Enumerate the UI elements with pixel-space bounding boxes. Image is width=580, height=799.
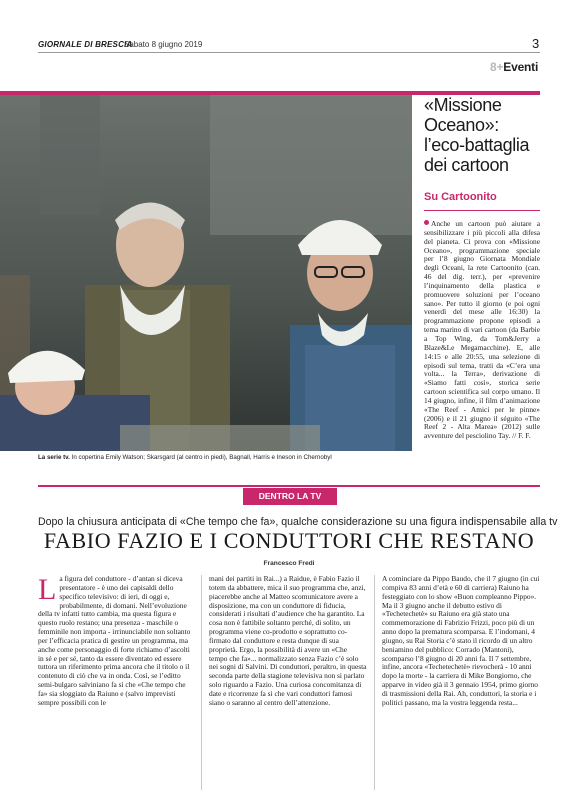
column-1-text: a figura del conduttore - d’antan si diceva presentatore - è uno dei capisaldi dello specifico televisivo: di ieri, di oggi e, probabilmente, di domani. Nell’evoluzione della tv infatti tutto cambia, ma questa figura e questo ruolo restano; una presenza - maschile o femminile non importa - irrinunciabile non soltanto per l’efficacia pratica di gestire un programma, ma anche come personaggio di forte richiamo d’ascolti in sé e per sé, tanto da essere diventato ed essere tuttora un riferimento prima ancora che il titolo o il contenuto di ciò che va in onda. Così, se l’editto semi-bulgaro salviniano fa sì che «Che tempo che fa» sia sloggiato da Raiuno e (salvo imprevisti sempre possibili con le xyxy=(38,574,191,707)
column-divider xyxy=(374,575,375,790)
side-article-subtitle: Su Cartoonito xyxy=(424,191,497,203)
side-article-rule xyxy=(424,210,540,211)
article-column-2 xyxy=(209,575,367,708)
header-rule xyxy=(38,52,540,53)
kicker-badge: DENTRO LA TV xyxy=(243,488,337,505)
caption-text: In copertina Emily Watson; Skarsgard (al centro in piedi), Bagnall, Harris e Ineson in Chernobyl xyxy=(71,454,332,461)
side-article-text: Anche un cartoon può aiutare a sensibilizzare i più piccoli alla difesa del pianeta. Ci prova con «Missione Oceano», programmazione speciale per l’8 giugno Giornata Mondiale degli Oceani, la rete Cartoonito (can. 46 del dig. terr.), per «prevenire l’inquinamento della plastica e promuovere soluzioni per l’oceano sano». Per tutto il giorno (e poi ogni venerdì del mese alle 16:30) la programmazione propone episodi a tema marino di vari cartoon (da Barbie a Top Wing, da Tom&Jerry a Blaze&Le Megamacchine). E, alle 14:15 e alle 20:55, una selezione di episodi sul tema, tratti da «C’era una volta... la Terra», derivazione di «Siamo fatti così», storica serie cartoon scientifica sul corpo umano. Il 14 giugno, infine, il film d’animazione «The Reef - Amici per le pinne» (2006) e il 21 giugno il séguito «The Reef 2 - Alta Marea» (2012) sulle avventure del pesciolino Tay. // F. F. xyxy=(424,219,540,441)
section-divider xyxy=(38,485,540,487)
page-number: 3 xyxy=(532,36,540,51)
article-column-3 xyxy=(382,575,540,708)
column-divider xyxy=(201,575,202,790)
article-byline: Francesco Fredi xyxy=(263,560,315,567)
article-column-1 xyxy=(38,575,196,708)
section-plus: 8+ xyxy=(490,60,504,74)
section-label xyxy=(490,60,538,74)
caption-label: La serie tv. xyxy=(38,454,70,461)
side-article-title: «Missione Oceano»: l’eco-battaglia dei cartoon xyxy=(424,95,530,175)
issue-date: Sabato 8 giugno 2019 xyxy=(124,40,203,49)
side-article-body xyxy=(424,220,540,441)
photo-caption xyxy=(38,454,410,461)
article-photo xyxy=(0,95,412,451)
column-3-text: A cominciare da Pippo Baudo, che il 7 giugno (in cui compiva 83 anni d’età e 60 di carriera) Raiuno ha festeggiato con lo show «Buon compleanno Pippo». Ma il 3 giugno anche il debutto estivo di «Techetechetè» su Raiuno era già stato una commemorazione di Fabrizio Frizzi, poco più di un anno dopo la prematura scomparsa. E l’indomani, 4 giugno, su Rai Storia c’è stato il ricordo di un altro beniamino del pubblico: Corrado (Mantoni), scomparso l’8 giugno di 20 anni fa. Il 7 settembre, infine, ancora «Techetechetè» rievocherà - 10 anni dopo la morte - la carriera di Mike Bongiorno, che apparve in video già il 3 gennaio 1954, primo giorno di trasmissioni della Rai. Ah, conduttori, la storia e i politici passano, ma la vostra leggenda resta... xyxy=(382,574,540,707)
article-deck: Dopo la chiusura anticipata di «Che tempo che fa», qualche considerazione su una figura indispensabile alla tv xyxy=(38,516,558,528)
article-headline: FABIO FAZIO E I CONDUTTORI CHE RESTANO xyxy=(43,528,535,553)
column-2-text: mani dei partiti in Rai...) a Raidue, è Fabio Fazio il totem da abbattere, mica il suo programma che, anzi, piacerebbe anche al Matteo scomunicatore avere a disposizione, ma con un conduttore di fiducia, considerati i risultati d’audience che ha garantito. La cosa non è fattibile soltanto perché, di solito, un programma viene co-prodotto e soprattutto co-firmato dal conduttore e resta dunque di sua proprietà. Ergo, la possibilità di avere un «Che tempo che fa»... normalizzato senza Fazio c’è solo nei sogni di Salvini. Di conduttori, peraltro, in questa seconda parte della stagione televisiva non si parlato solo riguardo a Fazio. Una curiosa concomitanza di date e ricorrenze fa sì che vari conduttori famosi siano o saranno al centro dell’attenzione. xyxy=(209,574,367,707)
drop-cap: L xyxy=(38,573,57,606)
newspaper-name: GIORNALE DI BRESCIA xyxy=(38,40,133,49)
bullet-dot-icon xyxy=(424,220,429,225)
section-name: Eventi xyxy=(503,60,539,74)
photo-illustration xyxy=(0,95,412,451)
